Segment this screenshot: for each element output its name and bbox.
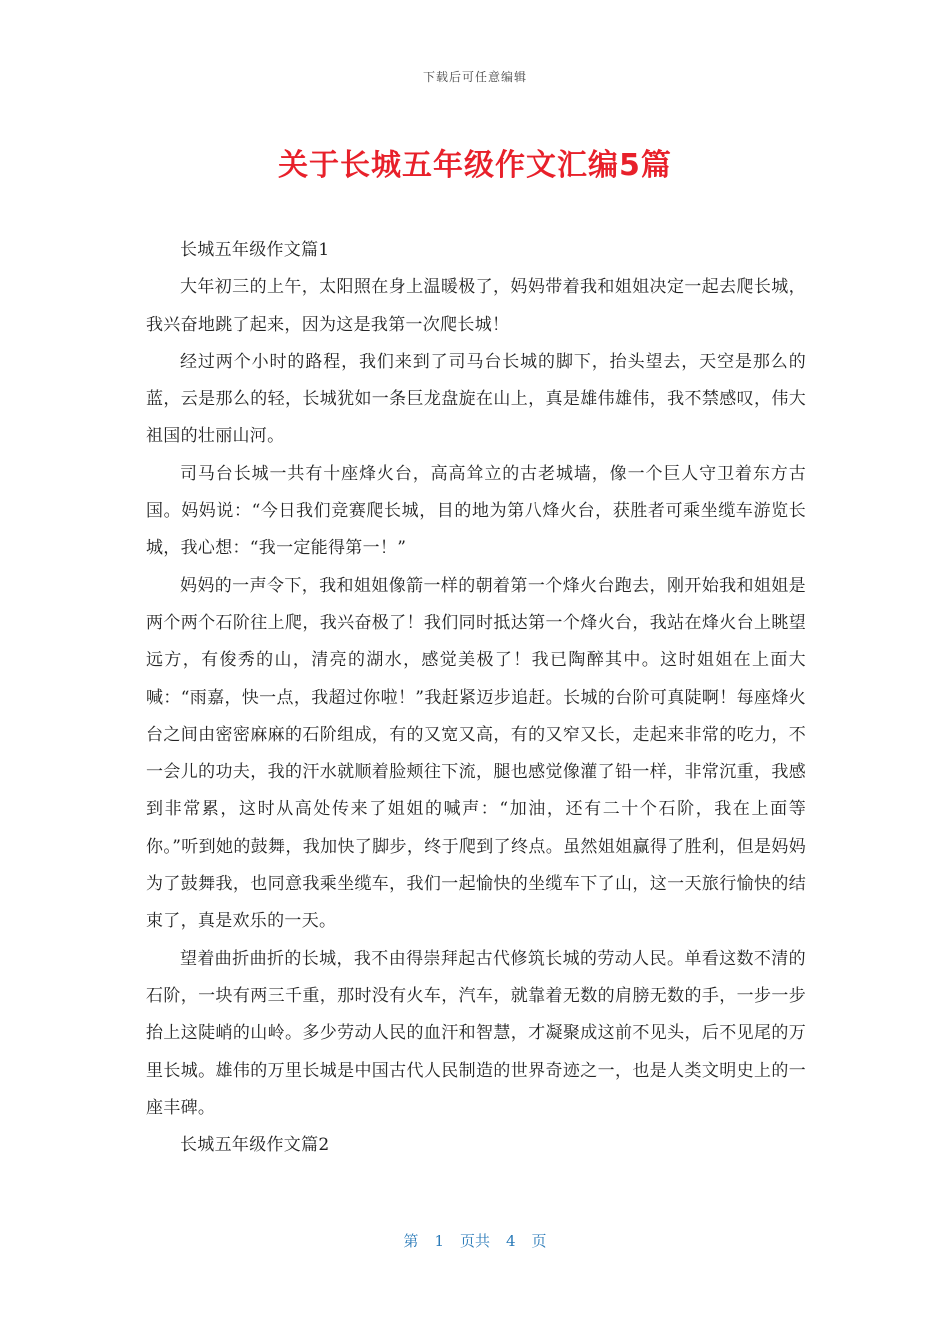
- footer-of-label: 页共: [459, 1232, 490, 1250]
- paragraph: 经过两个小时的路程，我们来到了司马台长城的脚下，抬头望去，天空是那么的蓝，云是那么的轻，长城犹如一条巨龙盘旋在山上，真是雄伟雄伟，我不禁感叹，伟大祖国的壮丽山河。: [146, 351, 806, 447]
- footer-page-label: 第: [403, 1232, 419, 1250]
- section-heading: 长城五年级作文篇2: [180, 1135, 330, 1156]
- page-footer: [0, 1230, 950, 1251]
- document-title: 关于长城五年级作文汇编5篇: [278, 148, 672, 183]
- paragraph: 司马台长城一共有十座烽火台，高高耸立的古老城墙，像一个巨人守卫着东方古国。妈妈说：“今日我们竞赛爬长城，目的地为第八烽火台，获胜者可乘坐缆车游览长城，我心想：“我一定能得第一！”: [146, 463, 806, 559]
- footer-page-suffix: 页: [531, 1232, 547, 1250]
- header-note: 下载后可任意编辑: [422, 70, 527, 84]
- footer-total-pages: 4: [506, 1232, 516, 1250]
- paragraph: 妈妈的一声令下，我和姐姐像箭一样的朝着第一个烽火台跑去，刚开始我和姐姐是两个两个石阶往上爬，我兴奋极了！我们同时抵达第一个烽火台，我站在烽火台上眺望远方，有俊秀的山，清亮的湖水，感觉美极了！我已陶醉其中。这时姐姐在上面大喊：“雨嘉，快一点，我超过你啦！”我赶紧迈步追赶。长城的台阶可真陡啊！每座烽火台之间由密密麻麻的石阶组成，有的又宽又高，有的又窄又长，走起来非常的吃力，不一会儿的功夫，我的汗水就顺着脸颊往下流，腿也感觉像灌了铅一样，非常沉重，我感到非常累，这时从高处传来了姐姐的喊声：“加油，还有二十个石阶，我在上面等你。”听到她的鼓舞，我加快了脚步，终于爬到了终点。虽然姐姐赢得了胜利，但是妈妈为了鼓舞我，也同意我乘坐缆车，我们一起愉快的坐缆车下了山，这一天旅行愉快的结束了，真是欢乐的一天。: [146, 575, 806, 932]
- paragraph: 大年初三的上午，太阳照在身上温暖极了，妈妈带着我和姐姐决定一起去爬长城，我兴奋地跳了起来，因为这是我第一次爬长城！: [146, 277, 806, 335]
- document-body: [146, 232, 806, 1164]
- footer-page-number: 1: [434, 1232, 444, 1250]
- section-heading: 长城五年级作文篇1: [180, 240, 330, 260]
- paragraph: 望着曲折曲折的长城，我不由得崇拜起古代修筑长城的劳动人民。单看这数不清的石阶，一块有两三千重，那时没有火车，汽车，就靠着无数的肩膀无数的手，一步一步抬上这陡峭的山岭。多少劳动人民的血汗和智慧，才凝聚成这前不见头，后不见尾的万里长城。雄伟的万里长城是中国古代人民制造的世界奇迹之一，也是人类文明史上的一座丰碑。: [146, 948, 806, 1118]
